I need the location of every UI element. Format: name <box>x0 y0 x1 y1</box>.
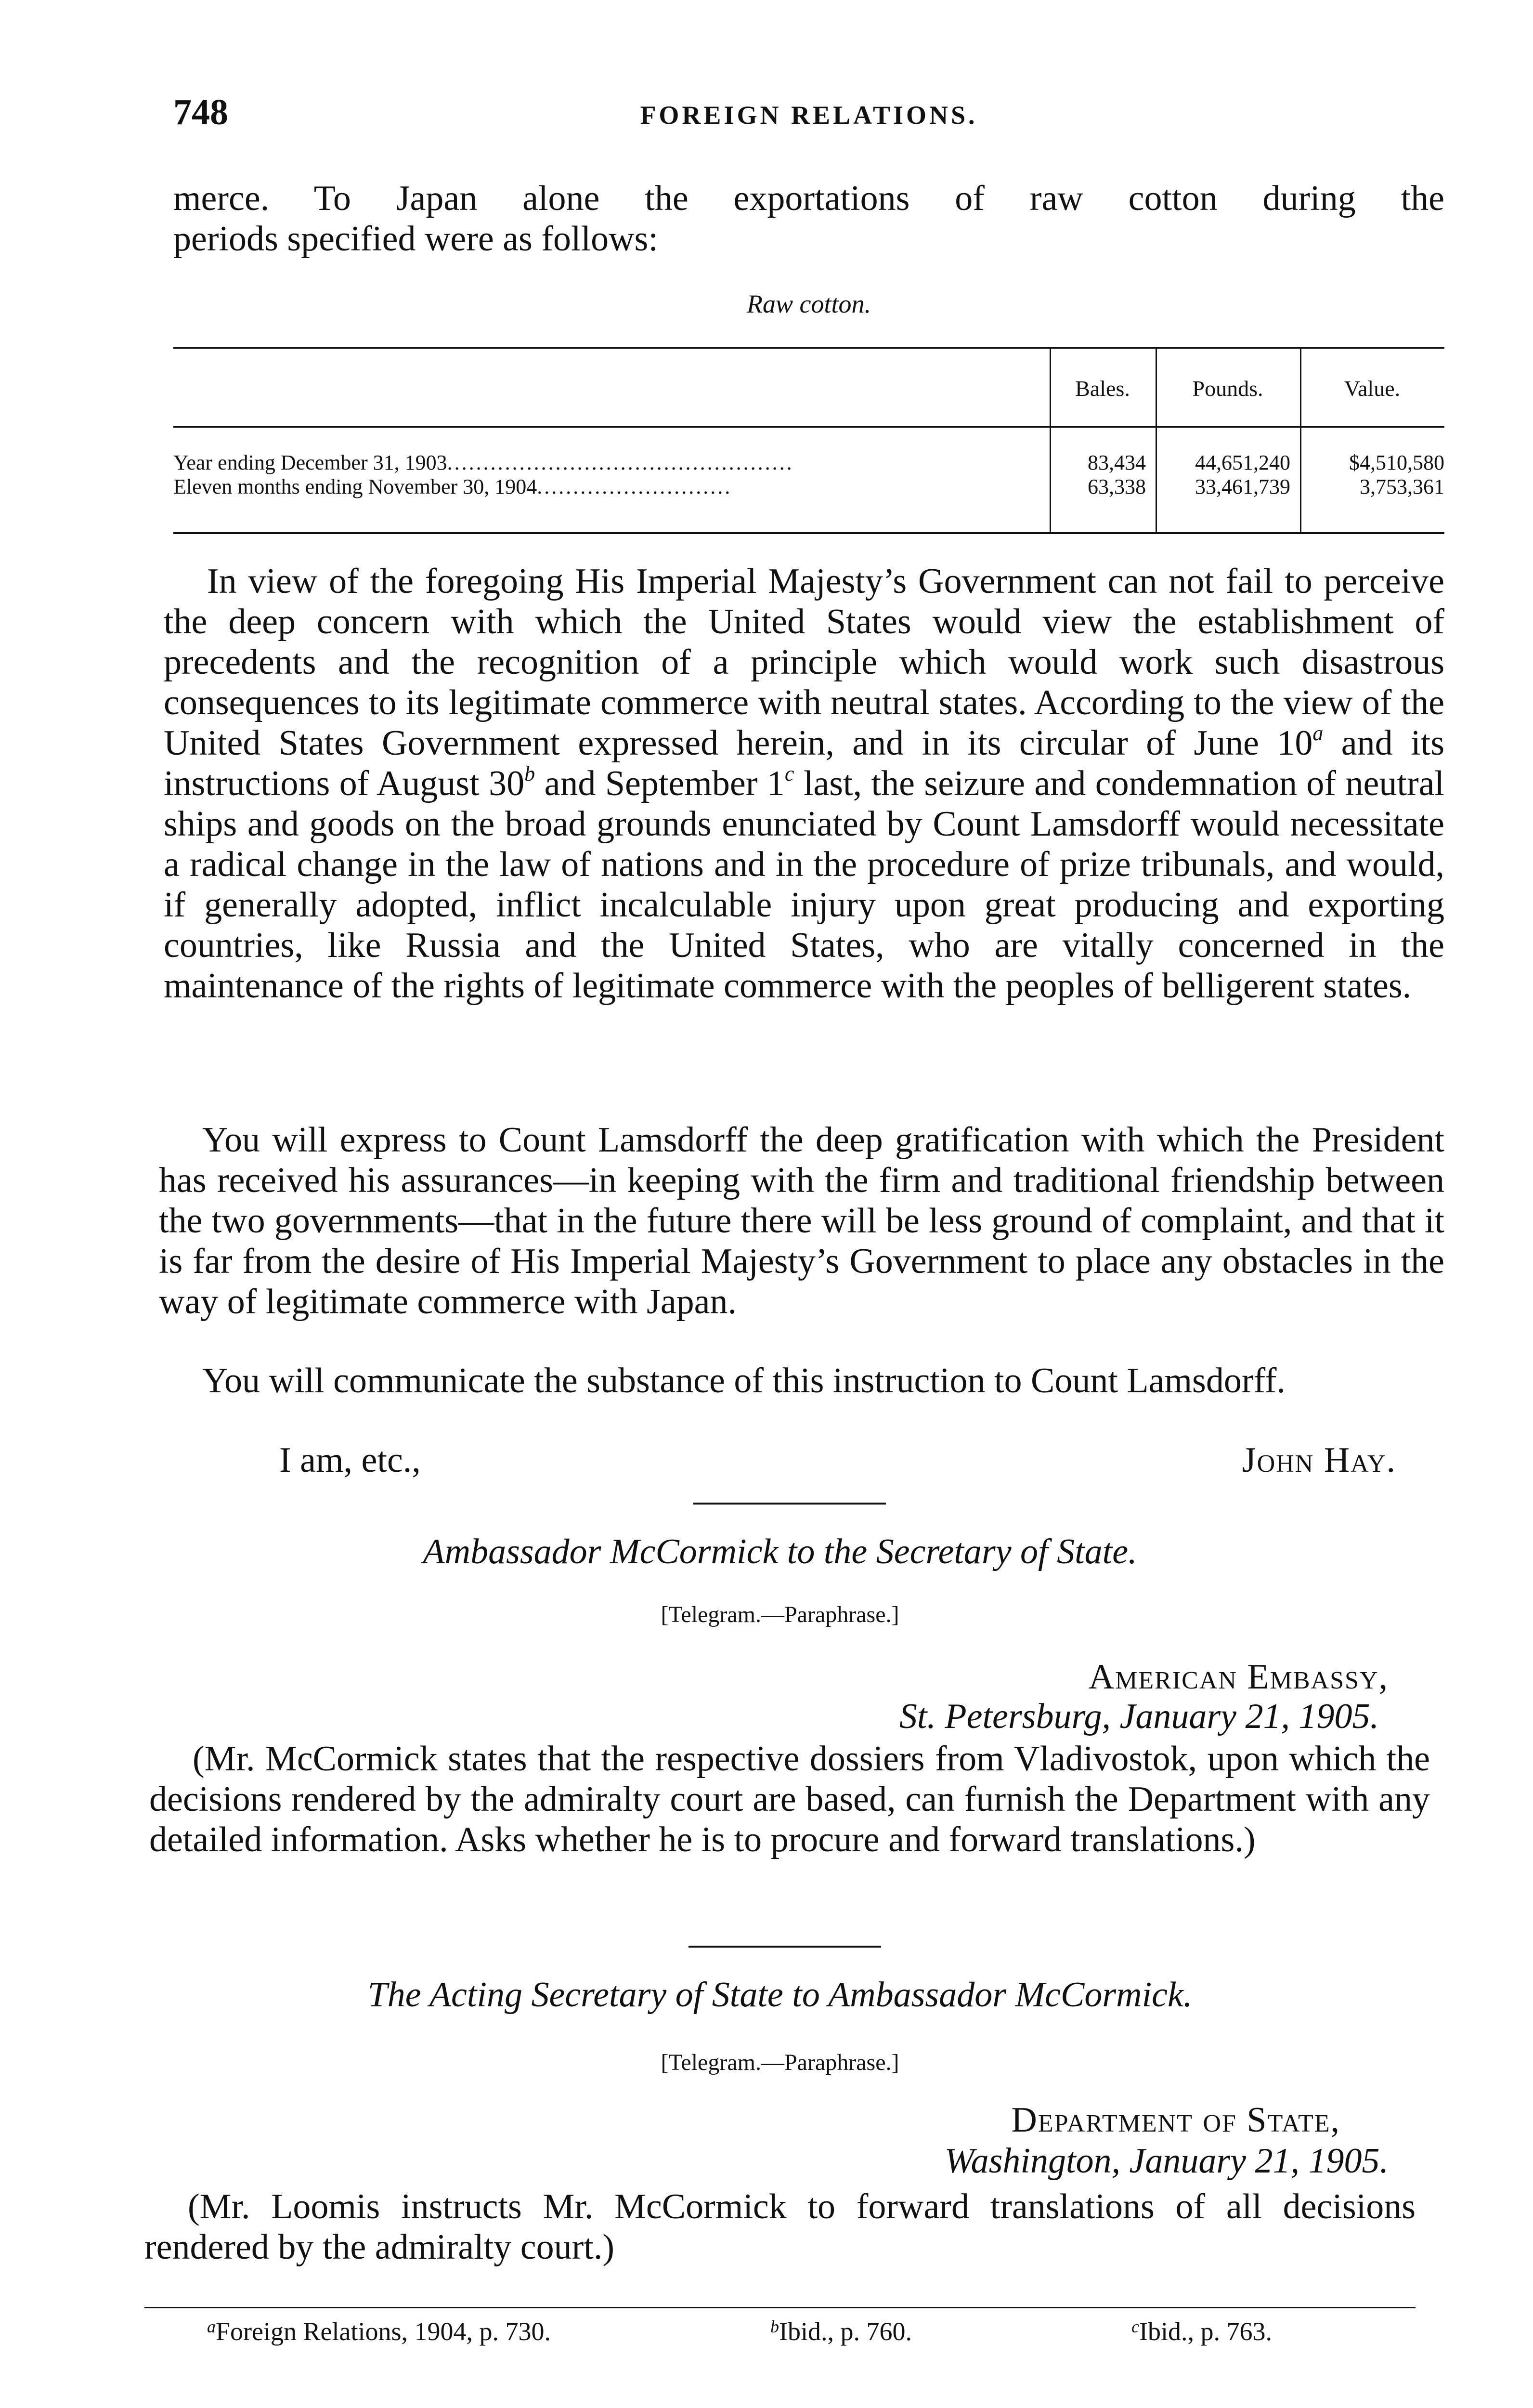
table-bottom-rule <box>173 532 1444 534</box>
footnote-marker: a <box>1312 721 1324 745</box>
column-header-value: Value. <box>1344 376 1401 401</box>
pounds-value: 33,461,739 <box>1195 475 1290 498</box>
bales-value: 63,338 <box>1088 475 1146 498</box>
signature: John Hay. <box>1242 1440 1396 1480</box>
raw-cotton-table <box>173 347 1444 537</box>
column-header-pounds: Pounds. <box>1192 376 1263 401</box>
intro-line-2: periods specified were as follows: <box>173 219 658 259</box>
body-paragraph-3: You will communicate the substance of this instruction to Count Lamsdorff. <box>202 1361 1286 1400</box>
telegram-body: (Mr. Loomis instructs Mr. McCormick to forward translations of all decisions rendered by the admiralty court.) <box>144 2187 1416 2267</box>
telegram-note: [Telegram.—Paraphrase.] <box>661 2050 899 2075</box>
footnote-marker: b <box>524 762 535 785</box>
table-top-rule <box>173 347 1444 349</box>
bales-value: 83,434 <box>1088 451 1146 474</box>
row-label: Eleven months ending November 30, 1904........................... <box>173 475 732 498</box>
page-number: 748 <box>173 92 228 132</box>
pounds-value: 44,651,240 <box>1195 451 1290 474</box>
running-title: FOREIGN RELATIONS. <box>640 101 978 130</box>
footnote-rule <box>144 2307 1416 2308</box>
dateline-place: American Embassy, <box>1088 1657 1389 1697</box>
page-header <box>173 92 1444 144</box>
intro-line-1: merce. To Japan alone the exportations of raw cotton during the <box>173 179 1444 218</box>
closing: I am, etc., <box>279 1440 421 1480</box>
footnotes <box>144 2307 1416 2355</box>
body-paragraph-1: In view of the foregoing His Imperial Majesty’s Government can not fail to perceive the deep concern with which the United States would view the establishment of precedents and the recognition of a principle which would work such disastrous consequences to its legitimate commerce with neutral states. According to the view of the United States Government expressed herein, and in its circular of June 10$^a$ and its instructions of August 30$^b$ and September 1$^c$ last, the seizure and condemnation of neutral ships and goods on the broad grounds enunciated by Count Lamsdorff would necessitate a radical change in the law of nations and in the procedure of prize tribunals, and would, if generally adopted, inflict incalculable injury upon great producing and exporting countries, like Russia and the United States, who are vitally concerned in the maintenance of the rights of legitimate commerce with the peoples of belligerent states. <box>164 562 1444 1006</box>
telegram-body: (Mr. McCormick states that the respective dossiers from Vladivostok, upon which the decisions rendered by the admiralty court are based, can furnish the Department with any detailed information. Asks whether he is to procure and forward translations.) <box>149 1739 1430 1859</box>
value-amount: 3,753,361 <box>1360 475 1444 498</box>
section-divider <box>689 1946 881 1948</box>
footnote: $^b$Ibid., p. 760. <box>770 2317 912 2346</box>
column-header-bales: Bales. <box>1075 376 1130 401</box>
footnote: $^c$Ibid., p. 763. <box>1131 2317 1272 2346</box>
footnote-marker: c <box>784 762 794 785</box>
table-caption: Raw cotton. <box>747 289 871 318</box>
dateline-date: St. Petersburg, January 21, 1905. <box>899 1697 1379 1736</box>
dateline-place: Department of State, <box>1011 2100 1340 2140</box>
telegram-note: [Telegram.—Paraphrase.] <box>661 1602 899 1627</box>
section-divider <box>693 1503 886 1505</box>
value-amount: $4,510,580 <box>1349 451 1444 474</box>
footnote: $^a$Foreign Relations, 1904, p. 730. <box>207 2317 551 2346</box>
dateline-date: Washington, January 21, 1905. <box>944 2141 1389 2181</box>
document-heading: The Acting Secretary of State to Ambassador McCormick. <box>367 1975 1193 2015</box>
body-paragraph-2: You will express to Count Lamsdorff the deep gratification with which the President has received his assurances—in keeping with the firm and traditional friendship between the two governments—that in the future there will be less ground of complaint, and that it is far from the desire of His Imperial Majesty’s Government to place any obstacles in the way of legitimate commerce with Japan. <box>159 1120 1444 1322</box>
document-heading: Ambassador McCormick to the Secretary of State. <box>423 1532 1137 1571</box>
row-label: Year ending December 31, 1903................................................ <box>173 451 794 474</box>
table-header-rule <box>173 426 1444 428</box>
